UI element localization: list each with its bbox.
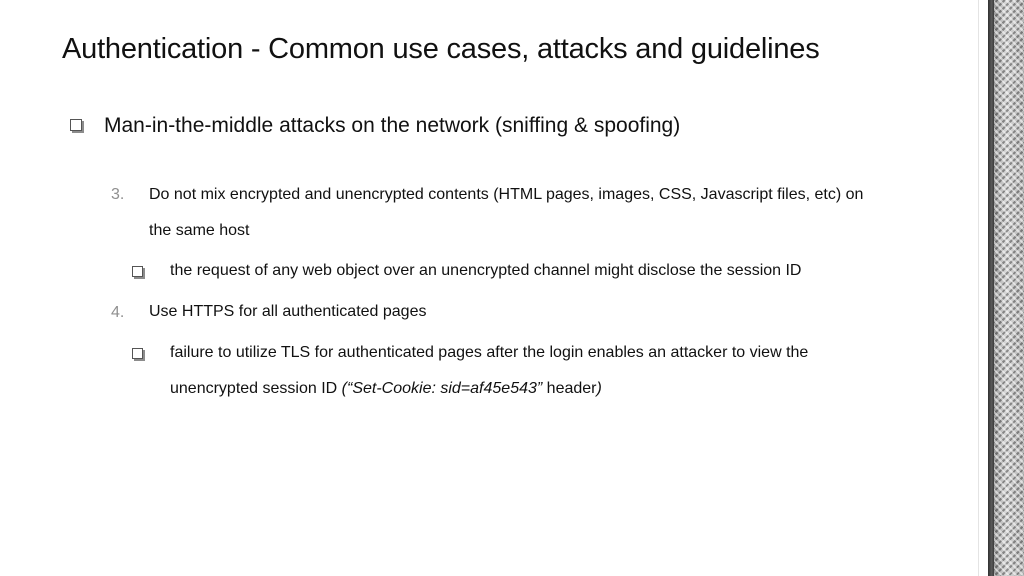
item-number: 4. xyxy=(111,304,125,321)
decorative-pattern xyxy=(994,0,1024,576)
cookie-example: (“Set-Cookie: sid=af45e543” xyxy=(341,380,543,397)
item-number: 3. xyxy=(111,186,125,203)
sub-bullet-text: failure to utilize TLS for authenticated pages after the login enables an attacker to view the xyxy=(170,344,809,361)
sub-text-prefix: unencrypted session ID xyxy=(170,380,342,397)
sub-text-mid: header xyxy=(542,380,597,397)
item-text-line: Do not mix encrypted and unencrypted contents (HTML pages, images, CSS, Javascript files, etc) on xyxy=(149,186,864,203)
item-text-line: Use HTTPS for all authenticated pages xyxy=(149,303,427,320)
square-bullet-icon xyxy=(132,266,143,277)
main-bullet-text: Man-in-the-middle attacks on the network (sniffing & spoofing) xyxy=(104,114,681,137)
sub-text-end: ) xyxy=(596,380,602,397)
sub-bullet-text: the request of any web object over an unencrypted channel might disclose the session ID xyxy=(170,262,802,279)
square-bullet-icon xyxy=(132,348,143,359)
item-text-line: the same host xyxy=(149,222,250,239)
square-bullet-icon xyxy=(70,119,82,131)
sub-bullet-text xyxy=(170,371,602,407)
slide-title: Authentication - Common use cases, attacks and guidelines xyxy=(62,33,820,65)
